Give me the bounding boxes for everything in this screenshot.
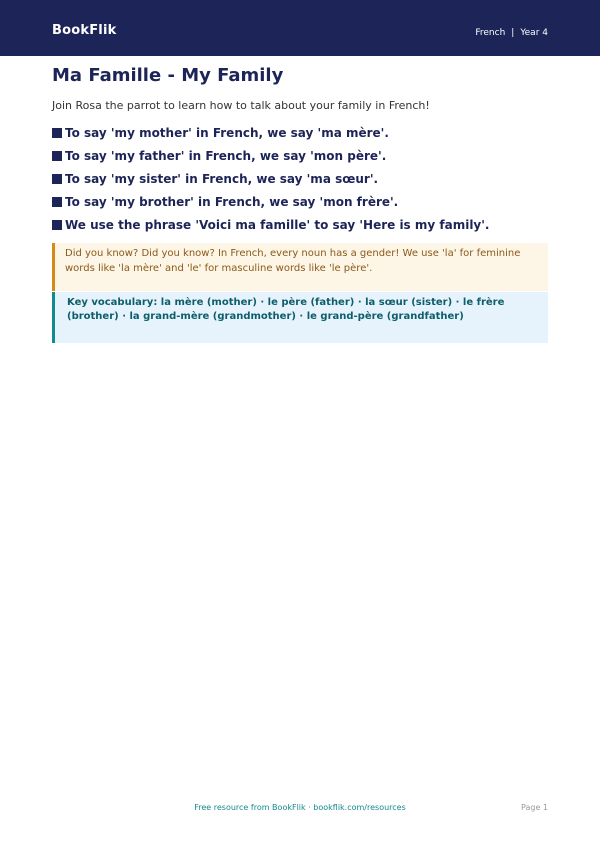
subject-meta (475, 28, 548, 38)
footer-link[interactable]: Free resource from BookFlik · bookflik.com/resources (194, 803, 406, 812)
page-title: Ma Famille - My Family (52, 65, 284, 86)
fact-item (52, 144, 490, 167)
square-bullet-icon (52, 174, 62, 184)
square-bullet-icon (52, 197, 62, 207)
subject-label: French (475, 28, 506, 38)
fact-text: To say 'my father' in French, we say 'mon père'. (65, 148, 387, 163)
did-you-know-text: Did you know? Did you know? In French, every noun has a gender! We use 'la' for feminine words like 'la mère' and 'le' for masculine words like 'le père'. (65, 248, 521, 274)
year-label: Year 4 (520, 28, 548, 38)
square-bullet-icon (52, 151, 62, 161)
page-header (0, 0, 600, 56)
meta-separator: | (511, 28, 515, 38)
fact-text: To say 'my brother' in French, we say 'mon frère'. (65, 194, 399, 209)
fact-text: To say 'my mother' in French, we say 'ma mère'. (65, 125, 389, 140)
square-bullet-icon (52, 220, 62, 230)
fact-text: We use the phrase 'Voici ma famille' to say 'Here is my family'. (65, 217, 490, 232)
fact-item (52, 190, 490, 213)
key-vocabulary-text: Key vocabulary: la mère (mother) · le père (father) · la sœur (sister) · le frère (brother) · la grand-mère (grandmother) · le grand-père (grandfather) (67, 297, 505, 322)
fact-list (52, 121, 490, 236)
key-vocabulary-box (52, 292, 548, 343)
page-number: Page 1 (521, 803, 548, 812)
did-you-know-callout (52, 243, 548, 291)
brand-logo[interactable]: BookFlik (52, 23, 117, 38)
square-bullet-icon (52, 128, 62, 138)
fact-text: To say 'my sister' in French, we say 'ma sœur'. (65, 171, 379, 186)
fact-item (52, 167, 490, 190)
fact-item (52, 121, 490, 144)
intro-text: Join Rosa the parrot to learn how to talk about your family in French! (52, 99, 430, 112)
fact-item (52, 213, 490, 236)
